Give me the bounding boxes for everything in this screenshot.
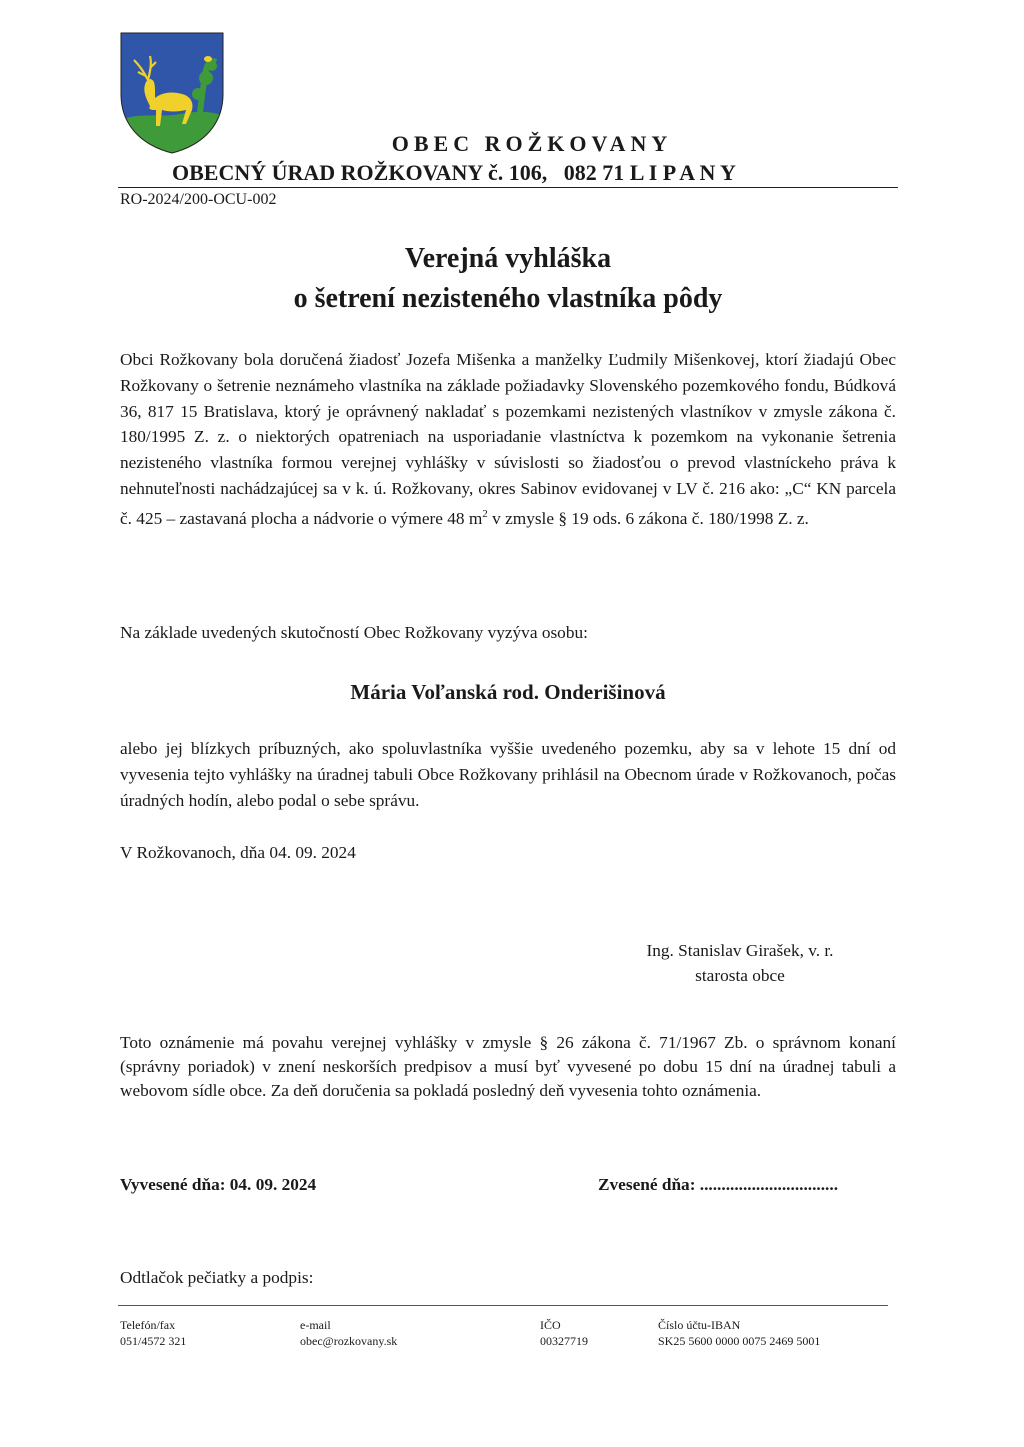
document-heading: Verejná vyhláška: [404, 243, 612, 274]
footer-iban: [658, 1317, 820, 1349]
paragraph-request-text-end: v zmysle § 19 ods. 6 zákona č. 180/1998 Z. z.: [487, 508, 809, 528]
posted-date: Vyvesené dňa: 04. 09. 2024: [120, 1175, 317, 1194]
signatory-role: starosta obce: [695, 966, 785, 985]
place-date: V Rožkovanoch, dňa 04. 09. 2024: [120, 843, 356, 862]
footer-email: [300, 1317, 397, 1349]
removed-date: Zvesené dňa: ................................: [598, 1175, 839, 1194]
paragraph-call: Na základe uvedených skutočností Obec Rožkovany vyzýva osobu:: [120, 623, 588, 642]
footer-ico-value: 00327719: [540, 1334, 588, 1348]
footer-phone: [120, 1317, 186, 1349]
paragraph-request-text: Obci Rožkovany bola doručená žiadosť Jozefa Mišenka a manželky Ľudmily Mišenkovej, ktorí žiadajú Obec Rožkovany o šetrenie neznámeho vlastníka na základe požiadavky Slovenského pozemkového fondu, Búdková 36, 817 15 Bratislava, ktorý je oprávnený nakladať s pozemkami nezistených vlastníkov v zmysle zákona č. 180/1995 Z. z. o niektorých opatreniach na usporiadanie vlastníctva k pozemkom na vykonanie šetrenia nezisteného vlastníka formou verejnej vyhlášky v súvislosti so žiadosťou o prevod vlastníckeho práva k nehnuteľnosti nachádzajúcej sa v k. ú. Rožkovany, okres Sabinov evidovanej v LV č. 216 ako: „C“ KN parcela č. 425 – zastavaná plocha a nádvorie o výmere 48 m: [120, 350, 896, 528]
paragraph-notice: Toto oznámenie má povahu verejnej vyhlášky v zmysle § 26 zákona č. 71/1967 Zb. o správnom konaní (správny poriadok) v znení neskorších predpisov a musí byť vyvesené po dobu 15 dní na úradnej tabuli a webovom sídle obce. Za deň doručenia sa pokladá posledný deň vyvesenia tohto oznámenia.: [120, 1033, 896, 1100]
header-divider: [118, 187, 898, 188]
footer-iban-value: SK25 5600 0000 0075 2469 5001: [658, 1334, 821, 1348]
footer-phone-value: 051/4572 321: [120, 1334, 187, 1348]
document-number: RO-2024/200-OCU-002: [120, 191, 277, 208]
person-name: Mária Voľanská rod. Onderišinová: [350, 680, 666, 704]
footer-phone-label: Telefón/fax: [120, 1318, 176, 1332]
office-address-title: OBECNÝ ÚRAD ROŽKOVANY č. 106, 082 71 L I P A N Y: [172, 160, 736, 185]
footer-divider: [118, 1305, 888, 1306]
footer-email-label: e-mail: [300, 1318, 331, 1332]
paragraph-request: [120, 347, 896, 531]
document-subheading: o šetrení nezisteného vlastníka pôdy: [293, 283, 723, 314]
municipality-title: OBEC ROŽKOVANY: [391, 131, 673, 156]
footer-ico-label: IČO: [540, 1318, 561, 1332]
stamp-signature-label: Odtlačok pečiatky a podpis:: [120, 1268, 314, 1287]
footer-iban-label: Číslo účtu-IBAN: [658, 1318, 741, 1332]
superscript-squared: 2: [482, 507, 488, 520]
footer-ico: [540, 1317, 588, 1349]
footer-email-value: obec@rozkovany.sk: [300, 1334, 398, 1348]
paragraph-instruction: alebo jej blízkych príbuzných, ako spoluvlastníka vyššie uvedeného pozemku, aby sa v lehote 15 dní od vyvesenia tejto vyhlášky na úradnej tabuli Obce Rožkovany prihlásil na Obecnom úrade v Rožkovanoch, počas úradných hodín, alebo podal o sebe správu.: [120, 739, 896, 810]
signature-block: [540, 938, 940, 988]
signatory-name: Ing. Stanislav Girašek, v. r.: [646, 941, 834, 960]
